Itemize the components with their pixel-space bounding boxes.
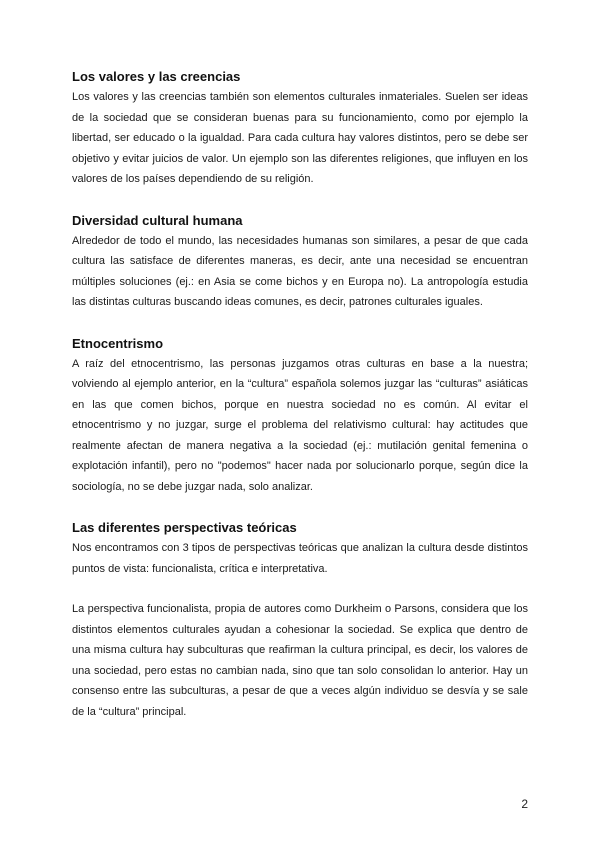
section-perspectivas-teoricas bbox=[72, 519, 528, 722]
section-heading: Las diferentes perspectivas teóricas bbox=[72, 520, 297, 535]
section-paragraph: Nos encontramos con 3 tipos de perspectivas teóricas que analizan la cultura desde distintos puntos de vista: funcionalista, crítica e interpretativa. bbox=[72, 542, 528, 575]
section-paragraph: Alrededor de todo el mundo, las necesidades humanas son similares, a pesar de que cada cultura las satisface de diferentes maneras, es decir, ante una necesidad se encuentran múltiples soluciones (ej.: en Asia se come bichos y en Europa no). La antropología estudia las distintas culturas buscando ideas comunes, es decir, patrones culturales iguales. bbox=[72, 234, 528, 308]
section-etnocentrismo bbox=[72, 335, 528, 498]
section-heading: Etnocentrismo bbox=[72, 335, 164, 351]
section-paragraph: La perspectiva funcionalista, propia de autores como Durkheim o Parsons, considera que los distintos elementos culturales ayudan a cohesionar la sociedad. Se explica que dentro de una misma cultura hay subculturas que reafirman la cultura principal, es decir, los valores de una sociedad, pero estas no cambian nada, sino que tan solo consolidan lo anterior. Hay un consenso entre las subculturas, a pesar de que a veces algún individuo se desvía y se sale de la “cultura” principal. bbox=[72, 603, 528, 718]
page-content bbox=[72, 68, 528, 744]
section-paragraph: A raíz del etnocentrismo, las personas juzgamos otras culturas en base a la nuestra; volviendo al ejemplo anterior, en la “cultura” española solemos juzgar las “culturas” asiáticas en las que comen bichos, porque en nuestra sociedad no es común. Al evitar el etnocentrismo y no juzgar, surge el problema del relativismo cultural: hay actitudes que realmente afectan de manera negativa a la sociedad (ej.: mutilación genital femenina o explotación infantil), pero no "podemos" hacer nada por solucionarlo porque, según dice la sociología, no se debe juzgar nada, solo analizar. bbox=[72, 357, 528, 493]
section-paragraph: Los valores y las creencias también son elementos culturales inmateriales. Suelen ser ideas de la sociedad que se consideran buenas para su funcionamiento, como por ejemplo la libertad, ser educado o la igualdad. Para cada cultura hay valores distintos, pero se debe ser objetivo y evitar juicios de valor. Un ejemplo son las diferentes religiones, que influyen en los valores de los países dependiendo de su religión. bbox=[72, 91, 528, 185]
section-diversidad-cultural bbox=[72, 212, 528, 313]
section-heading: Diversidad cultural humana bbox=[72, 212, 243, 228]
page-number: 2 bbox=[521, 797, 528, 811]
section-valores-creencias bbox=[72, 68, 528, 190]
section-heading: Los valores y las creencias bbox=[72, 69, 241, 84]
